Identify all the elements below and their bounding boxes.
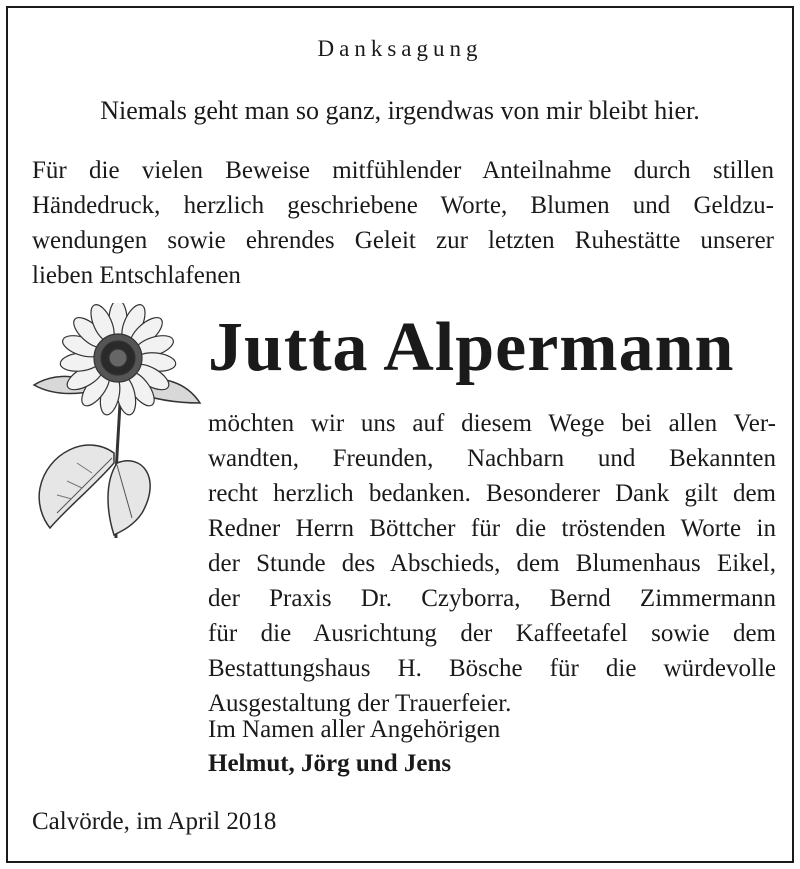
intro-line: wendungen sowie ehrendes Geleit zur letzten Ruhestätte unserer — [32, 227, 774, 254]
obituary-notice — [6, 6, 794, 863]
signature-names: Helmut, Jörg und Jens — [208, 750, 452, 777]
body-line: für die Ausrichtung der Kaffeetafel sowie dem — [208, 620, 776, 647]
body-line: recht herzlich bedanken. Besonderer Dank gilt dem — [208, 480, 776, 507]
body-line: Ausgestaltung der Trauerfeier. — [208, 690, 512, 717]
signature-label: Im Namen aller Angehörigen — [208, 716, 501, 743]
body-line: Bestattungshaus H. Bösche für die würdevolle — [208, 655, 776, 682]
body-line: Redner Herrn Böttcher für die tröstenden Worte in — [208, 515, 776, 542]
thanks-paragraph — [208, 406, 776, 721]
body-line: der Stunde des Abschieds, dem Blumenhaus Eikel, — [208, 550, 776, 577]
place-date: Calvörde, im April 2018 — [32, 808, 277, 835]
intro-paragraph — [32, 153, 774, 293]
body-line: der Praxis Dr. Czyborra, Bernd Zimmermann — [208, 585, 776, 612]
sunflower-icon — [22, 303, 202, 543]
intro-line: Händedruck, herzlich geschriebene Worte, Blumen und Geldzu- — [32, 192, 774, 219]
notice-heading: Danksagung — [317, 36, 483, 61]
motto-quote: Niemals geht man so ganz, irgendwas von mir bleibt hier. — [100, 96, 700, 125]
intro-line: lieben Entschlafenen — [32, 262, 241, 289]
intro-line: Für die vielen Beweise mitfühlender Anteilnahme durch stillen — [32, 157, 774, 184]
body-line: wandten, Freunden, Nachbarn und Bekannten — [208, 445, 776, 472]
body-line: möchten wir uns auf diesem Wege bei allen Ver- — [208, 410, 776, 437]
deceased-name: Jutta Alpermann — [208, 309, 735, 386]
